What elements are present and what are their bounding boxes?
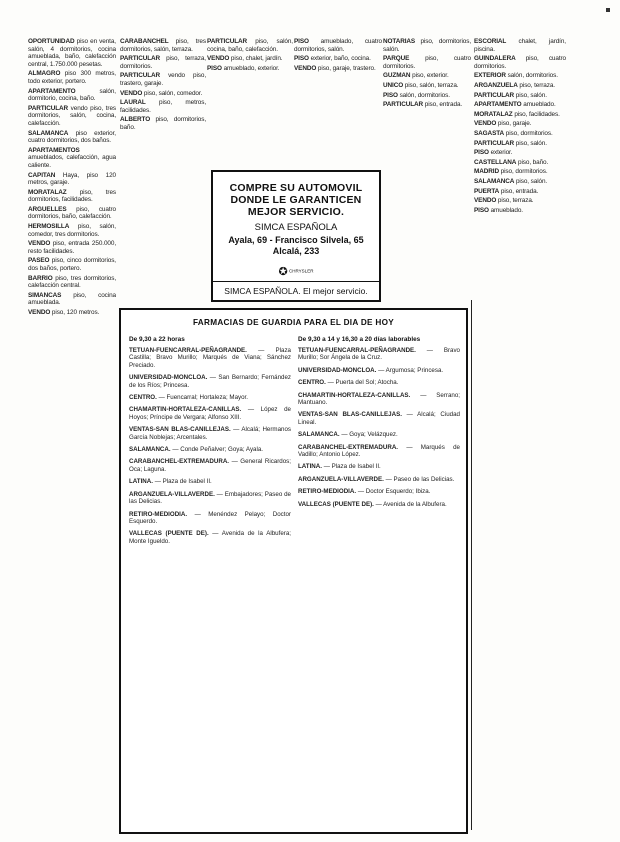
classified-ad: [120, 38, 206, 53]
classified-ad-text: piso, garaje, trastero.: [317, 64, 376, 72]
pharmacy-district-text: — Avenida de la Albufera; Monte Igueldo.: [129, 530, 291, 545]
classified-ad: [383, 92, 471, 100]
car-ad-address-line: Ayala, 69 - Francisco Silvela, 65: [228, 235, 364, 245]
pharmacy-district-name: CENTRO.: [298, 379, 326, 387]
pharmacy-district: [298, 476, 460, 483]
classified-ad-heading: CASTELLANA: [474, 158, 517, 166]
classified-ad-heading: VENDO: [28, 240, 51, 248]
classified-ad-text: piso, salón, terraza.: [404, 81, 459, 89]
classified-ad: [474, 188, 566, 196]
classified-ad-text: Haya, piso 120 metros, garaje.: [28, 171, 116, 187]
chrysler-logo-text: CHRYSLER: [289, 268, 314, 274]
classified-ad: [28, 172, 116, 187]
pharmacy-district-name: SALAMANCA.: [129, 446, 171, 454]
classified-ad: [474, 72, 566, 80]
classified-ad: [28, 147, 116, 170]
classified-ad-text: piso, cinco dormitorios, dos baños, portero.: [28, 257, 116, 273]
classified-ad-text: chalet, jardín, piscina.: [474, 38, 566, 53]
classified-ad: [474, 55, 566, 70]
pharmacy-district-text: — López de Hoyos; Príncipe de Vergara; Alfonso XIII.: [129, 406, 291, 421]
classified-ad-text: piso, terraza.: [497, 197, 534, 205]
pharmacy-district: [298, 501, 460, 508]
classified-ad: [28, 275, 116, 290]
classified-ad: [383, 82, 471, 90]
pharmacy-district: [129, 446, 291, 453]
classified-ad-text: piso, cuatro dormitorios.: [474, 55, 566, 70]
pharmacy-district: [129, 406, 291, 421]
classified-ad: [474, 207, 566, 215]
classifieds-column-6: [474, 38, 566, 830]
classified-ad-heading: PUERTA: [474, 187, 500, 195]
classified-ad-heading: UNICO: [383, 81, 404, 89]
classified-ad-text: amueblado, cuatro dormitorios, salón.: [294, 38, 382, 53]
classified-ad: [28, 240, 116, 255]
classified-ad: [383, 101, 471, 109]
pharmacy-district: [298, 367, 460, 374]
classified-ad: [474, 111, 566, 119]
classified-ad: [207, 38, 293, 53]
classified-ad-text: piso, entrada.: [424, 101, 463, 109]
classified-ad: [120, 90, 206, 98]
classified-ad-heading: PARTICULAR: [120, 72, 161, 80]
pharmacy-district-text: — San Bernardo; Fernández de los Ríos; Princesa.: [129, 374, 291, 389]
classified-ad-text: salón, dormitorios.: [399, 91, 450, 99]
pharmacy-district-name: VENTAS-SAN BLAS-CANILLEJAS.: [129, 426, 231, 434]
car-ad-headline-line: MEJOR SERVICIO.: [247, 206, 345, 218]
classified-ad-text: piso, cocina amueblada.: [28, 291, 116, 307]
classified-ad-text: piso, garaje.: [497, 120, 532, 128]
pharmacy-district-name: VENTAS-SAN BLAS-CANILLEJAS.: [298, 411, 402, 419]
classified-ad-heading: VENDO: [474, 197, 497, 205]
classified-ad-heading: SIMANCAS: [28, 291, 62, 299]
classified-ad-text: piso en venta, salón, 4 dormitorios, cocina amueblada, baño, calefacción central, 1.750.000 pesetas.: [28, 38, 116, 68]
classified-ad-heading: PISO: [207, 64, 222, 72]
classified-ad: [207, 55, 293, 63]
classified-ad-text: piso, dormitorios, baño.: [120, 116, 206, 131]
classified-ad-text: piso, terraza.: [519, 81, 555, 89]
classified-ad-text: piso 300 metros, todo exterior, portero.: [28, 70, 116, 85]
classifieds-column-2: [120, 38, 206, 300]
classified-ad-heading: CARABANCHEL: [120, 38, 169, 45]
classified-ad: [28, 70, 116, 85]
classified-ad: [28, 223, 116, 238]
classified-ad-heading: PISO: [294, 55, 309, 63]
pharmacy-district-text: — Embajadores; Paseo de las Delicias.: [129, 490, 291, 506]
classified-ad-text: salón, dormitorio, cocina, baño.: [28, 87, 116, 103]
classified-ad-heading: NOTARIAS: [383, 38, 416, 45]
classified-ad-text: piso, dormitorios.: [505, 129, 553, 137]
pharmacy-district: [298, 488, 460, 495]
classified-ad-heading: BARRIO: [28, 274, 53, 282]
classified-ad-heading: VENDO: [120, 89, 143, 97]
pharmacy-district-name: VALLECAS (PUENTE DE).: [129, 530, 209, 538]
classified-ad: [474, 197, 566, 205]
car-ad-address: [219, 235, 373, 257]
classified-ad: [120, 99, 206, 114]
car-ad-brand: SIMCA ESPAÑOLA: [254, 222, 338, 233]
pharmacy-district-text: — Doctor Esquerdo; Ibiza.: [357, 488, 431, 496]
classified-ad-heading: LAURAL: [120, 99, 146, 107]
classified-ad: [474, 178, 566, 186]
classified-ad: [120, 116, 206, 131]
pharmacy-district: [298, 379, 460, 386]
classifieds-column-1: [28, 38, 116, 830]
pharmacy-district: [129, 511, 291, 526]
pharmacy-district-text: — Bravo Murillo; Sor Ángela de la Cruz.: [298, 347, 460, 362]
classified-ad: [474, 38, 566, 53]
pharmacy-column-right: [298, 336, 460, 826]
pharmacy-district-text: — Menéndez Pelayo; Doctor Esquerdo.: [129, 510, 291, 525]
classified-ad: [474, 149, 566, 157]
classifieds-column-3: [207, 38, 293, 158]
classified-ad-text: piso, dormitorios, salón.: [383, 38, 471, 53]
classified-ad-text: piso, metros, facilidades.: [120, 99, 206, 114]
classified-ad-text: piso, baño.: [518, 158, 549, 166]
classified-ad: [474, 82, 566, 90]
pharmacy-district-name: CARABANCHEL-EXTREMADURA.: [129, 458, 230, 466]
pharmacy-district-text: — Fuencarral; Hortaleza; Mayor.: [158, 394, 248, 402]
classified-ad-text: piso, entrada.: [500, 187, 539, 195]
car-ad-footer: SIMCA ESPAÑOLA. El mejor servicio.: [213, 281, 379, 300]
pharmacy-district: [298, 347, 460, 362]
classified-ad-heading: MORATALAZ: [474, 110, 513, 118]
pharmacy-district-name: RETIRO-MEDIODIA.: [129, 510, 188, 518]
classified-ad-heading: SALAMANCA: [28, 129, 69, 137]
classified-ad: [383, 38, 471, 53]
classified-ad-heading: SAGASTA: [474, 129, 505, 137]
car-ad-address-line: Alcalá, 233: [272, 246, 320, 256]
classified-ad-heading: PASEO: [28, 257, 50, 265]
pharmacy-district: [129, 530, 291, 545]
classified-ad-text: piso, salón, comedor, tres dormitorios.: [28, 223, 116, 238]
classified-ad-heading: VENDO: [294, 64, 317, 72]
classified-ad-text: piso, salón, comedor.: [143, 89, 203, 97]
classified-ad-heading: PARTICULAR: [383, 101, 424, 109]
classified-ad-text: piso, tres dormitorios, facilidades.: [28, 188, 116, 204]
pharmacy-district: [129, 394, 291, 401]
classified-ad-heading: VENDO: [474, 120, 497, 128]
classified-ad-text: piso, salón.: [515, 139, 547, 147]
classified-ad-heading: HERMOSILLA: [28, 223, 70, 231]
pharmacy-district: [298, 411, 460, 426]
pharmacy-district-text: — Serrano; Mantuano.: [298, 391, 460, 407]
classified-ad-text: piso, cuatro dormitorios.: [383, 55, 471, 70]
classified-ad-heading: PARTICULAR: [120, 55, 161, 63]
classified-ad-heading: SALAMANCA: [474, 177, 515, 185]
classified-ad-text: piso, salón.: [515, 177, 548, 185]
classified-ad: [28, 105, 116, 128]
classified-ad: [207, 65, 293, 73]
classified-ad-heading: APARTAMENTO: [474, 101, 522, 109]
pharmacy-district-text: — Argumosa; Princesa.: [378, 366, 444, 374]
classified-ad: [294, 38, 382, 53]
pharmacy-hours: De 9,30 a 22 horas: [129, 336, 185, 343]
classified-ad-text: vendo piso, trastero, garaje.: [120, 72, 206, 87]
classified-ad-heading: PISO: [383, 91, 398, 99]
pharmacy-district-name: VALLECAS (PUENTE DE).: [298, 500, 374, 508]
pharmacy-district-name: TETUAN-FUENCARRAL-PEÑAGRANDE.: [298, 347, 416, 354]
pharmacy-district: [298, 431, 460, 438]
classified-ad: [474, 168, 566, 176]
classified-ad-heading: GUZMAN: [383, 72, 411, 80]
pharmacy-district-text: — Paseo de las Delicias.: [385, 475, 455, 483]
pharmacy-district: [298, 392, 460, 407]
classifieds-column-5: [383, 38, 471, 300]
pharmacy-district-name: CHAMARTIN-HORTALEZA-CANILLAS.: [129, 406, 242, 414]
classified-ad: [28, 206, 116, 221]
classified-ad: [28, 189, 116, 204]
classifieds-column-4: [294, 38, 382, 158]
pharmacy-district: [129, 491, 291, 506]
pharmacy-district-name: LATINA.: [129, 478, 153, 486]
classified-ad-text: piso, entrada 250.000, resto facilidades.: [28, 240, 116, 255]
classified-ad-heading: PISO: [474, 149, 489, 157]
classified-ad-text: amueblado.: [523, 101, 556, 109]
classified-ad: [474, 159, 566, 167]
classified-ad-heading: PISO: [474, 206, 489, 214]
classified-ad-text: piso, facilidades.: [514, 110, 560, 118]
classified-ad-text: exterior, baño, cocina.: [310, 55, 371, 63]
classified-ad: [474, 92, 566, 100]
classified-ad-heading: PARTICULAR: [28, 104, 69, 112]
car-ad-headline-line: DONDE LE GARANTICEN: [230, 194, 362, 206]
classified-ad-heading: OPORTUNIDAD: [28, 38, 75, 45]
classified-ad: [28, 88, 116, 103]
classified-ad-text: piso, dormitorios.: [500, 168, 548, 176]
chrysler-logo: [219, 265, 373, 277]
pharmacy-district-text: — Marqués de Vadillo; Antonio López.: [298, 443, 460, 459]
classified-ad: [383, 72, 471, 80]
classified-ad-text: vendo piso, tres dormitorios, salón, cocina, calefacción.: [28, 104, 116, 127]
classified-ad-heading: EXTERIOR: [474, 72, 506, 80]
classified-ad-heading: PARTICULAR: [474, 91, 515, 99]
pharmacy-column-left: [129, 336, 291, 826]
classified-ad: [474, 120, 566, 128]
pharmacy-district-name: CHAMARTIN-HORTALEZA-CANILLAS.: [298, 391, 411, 399]
classified-ad-heading: PARQUE: [383, 55, 410, 63]
classified-ad-heading: VENDO: [207, 55, 230, 63]
classified-ad-text: piso, tres dormitorios, calefacción central.: [28, 274, 116, 290]
pharmacy-district: [129, 458, 291, 473]
pharmacy-district: [129, 374, 291, 389]
pharmacy-district-name: UNIVERSIDAD-MONCLOA.: [298, 366, 377, 374]
classified-ad: [28, 292, 116, 307]
classified-ad-text: piso, salón.: [515, 91, 547, 99]
classified-ad-text: piso exterior, cuatro dormitorios, dos baños.: [28, 129, 116, 145]
car-ad-headline-line: COMPRE SU AUTOMOVIL: [229, 182, 363, 194]
classified-ad-heading: MORATALAZ: [28, 188, 67, 196]
classified-ad: [28, 38, 116, 68]
classified-ad: [474, 140, 566, 148]
classified-ad-text: amueblado.: [490, 206, 523, 214]
classified-ad: [294, 65, 382, 73]
classified-ad-heading: GUINDALERA: [474, 55, 516, 63]
classified-ad-heading: ESCORIAL: [474, 38, 507, 45]
pharmacy-title: FARMACIAS DE GUARDIA PARA EL DIA DE HOY: [192, 318, 395, 327]
pharmacy-district-name: UNIVERSIDAD-MONCLOA.: [129, 374, 208, 382]
classified-ad-text: exterior.: [490, 149, 513, 157]
classified-ad-text: piso, exterior.: [412, 72, 449, 80]
classified-ad: [294, 55, 382, 63]
pharmacy-district-name: CENTRO.: [129, 394, 157, 402]
classified-ad-heading: ARGUELLES: [28, 205, 67, 213]
classified-ad: [474, 101, 566, 109]
pharmacy-district-text: — Alcalá; Hermanos García Noblejas; Arcentales.: [129, 426, 291, 441]
classified-ad-heading: ALMAGRO: [28, 70, 61, 78]
pharmacy-district: [129, 478, 291, 485]
classified-ad: [28, 257, 116, 272]
classified-ad-text: piso, terraza, dormitorios.: [120, 55, 206, 70]
classified-ad-heading: ARGANZUELA: [474, 81, 518, 89]
pharmacy-district: [129, 347, 291, 369]
classified-ad-heading: PISO: [294, 38, 309, 45]
pharmacy-district-text: — Alcalá; Ciudad Lineal.: [298, 411, 460, 426]
classified-ad-text: piso, salón, cocina, baño, calefacción.: [207, 38, 293, 53]
pharmacy-district-name: RETIRO-MEDIODIA.: [298, 488, 357, 496]
pharmacy-district-text: — Goya; Velázquez.: [341, 431, 398, 439]
classified-ad-heading: MADRID: [474, 168, 499, 176]
pharmacy-on-duty-box: [119, 308, 468, 834]
pharmacy-district-text: — Plaza de Isabel II.: [323, 463, 381, 471]
classified-ad-heading: PARTICULAR: [474, 139, 515, 147]
classified-ad: [474, 130, 566, 138]
classified-ad: [28, 309, 116, 317]
classified-ad-heading: APARTAMENTO: [28, 87, 76, 95]
car-advertisement: [211, 170, 381, 302]
registration-mark: [606, 8, 610, 12]
car-ad-headline: [219, 182, 373, 218]
pharmacy-district-name: SALAMANCA.: [298, 431, 340, 439]
pharmacy-district: [298, 444, 460, 459]
pentastar-icon: ✪: [278, 266, 288, 278]
pharmacy-district-text: — Plaza Castilla; Bravo Murillo; Marqués de Viana; Sánchez Preciado.: [129, 347, 291, 369]
pharmacy-district-name: TETUAN-FUENCARRAL-PEÑAGRANDE.: [129, 347, 247, 354]
pharmacy-district-text: — Avenida de la Albufera.: [375, 500, 447, 508]
pharmacy-district-name: LATINA.: [298, 463, 322, 471]
pharmacy-district-name: ARGANZUELA-VILLAVERDE.: [129, 490, 215, 498]
pharmacy-district-text: — Puerta del Sol; Atocha.: [327, 379, 399, 387]
pharmacy-district-text: — General Ricardos; Oca; Laguna.: [129, 458, 291, 473]
classified-ad-text: amueblado, exterior.: [223, 64, 280, 72]
pharmacy-district: [298, 463, 460, 470]
classified-ad: [120, 55, 206, 70]
pharmacy-district-text: — Plaza de Isabel II.: [154, 478, 212, 486]
column-divider: [471, 300, 472, 830]
classified-ad-text: amueblados, calefacción, agua caliente.: [28, 154, 116, 169]
pharmacy-district-name: ARGANZUELA-VILLAVERDE.: [298, 475, 384, 483]
classified-ad: [383, 55, 471, 70]
classified-ad-heading: APARTAMENTOS: [28, 146, 80, 154]
pharmacy-hours: De 9,30 a 14 y 16,30 a 20 días laborables: [298, 336, 421, 343]
classified-ad-text: piso, 120 metros.: [51, 309, 100, 316]
pharmacy-district: [129, 426, 291, 441]
classified-ad-text: piso, tres dormitorios, salón, terraza.: [120, 38, 206, 53]
classified-ad-heading: ALBERTO: [120, 116, 151, 124]
classified-ad-text: piso, cuatro dormitorios, baño, calefacción.: [28, 205, 116, 221]
classified-ad: [120, 72, 206, 87]
classified-ad-heading: CAPITAN: [28, 171, 56, 179]
classified-ad-text: salón, dormitorios.: [507, 72, 558, 80]
pharmacy-district-text: — Conde Peñalver; Goya; Ayala.: [172, 446, 264, 454]
classified-ad-heading: PARTICULAR: [207, 38, 248, 45]
pharmacy-district-name: CARABANCHEL-EXTREMADURA.: [298, 443, 399, 451]
classified-ad-heading: VENDO: [28, 309, 51, 316]
classified-ad-text: piso, chalet, jardín.: [230, 55, 283, 63]
classified-ad: [28, 130, 116, 145]
